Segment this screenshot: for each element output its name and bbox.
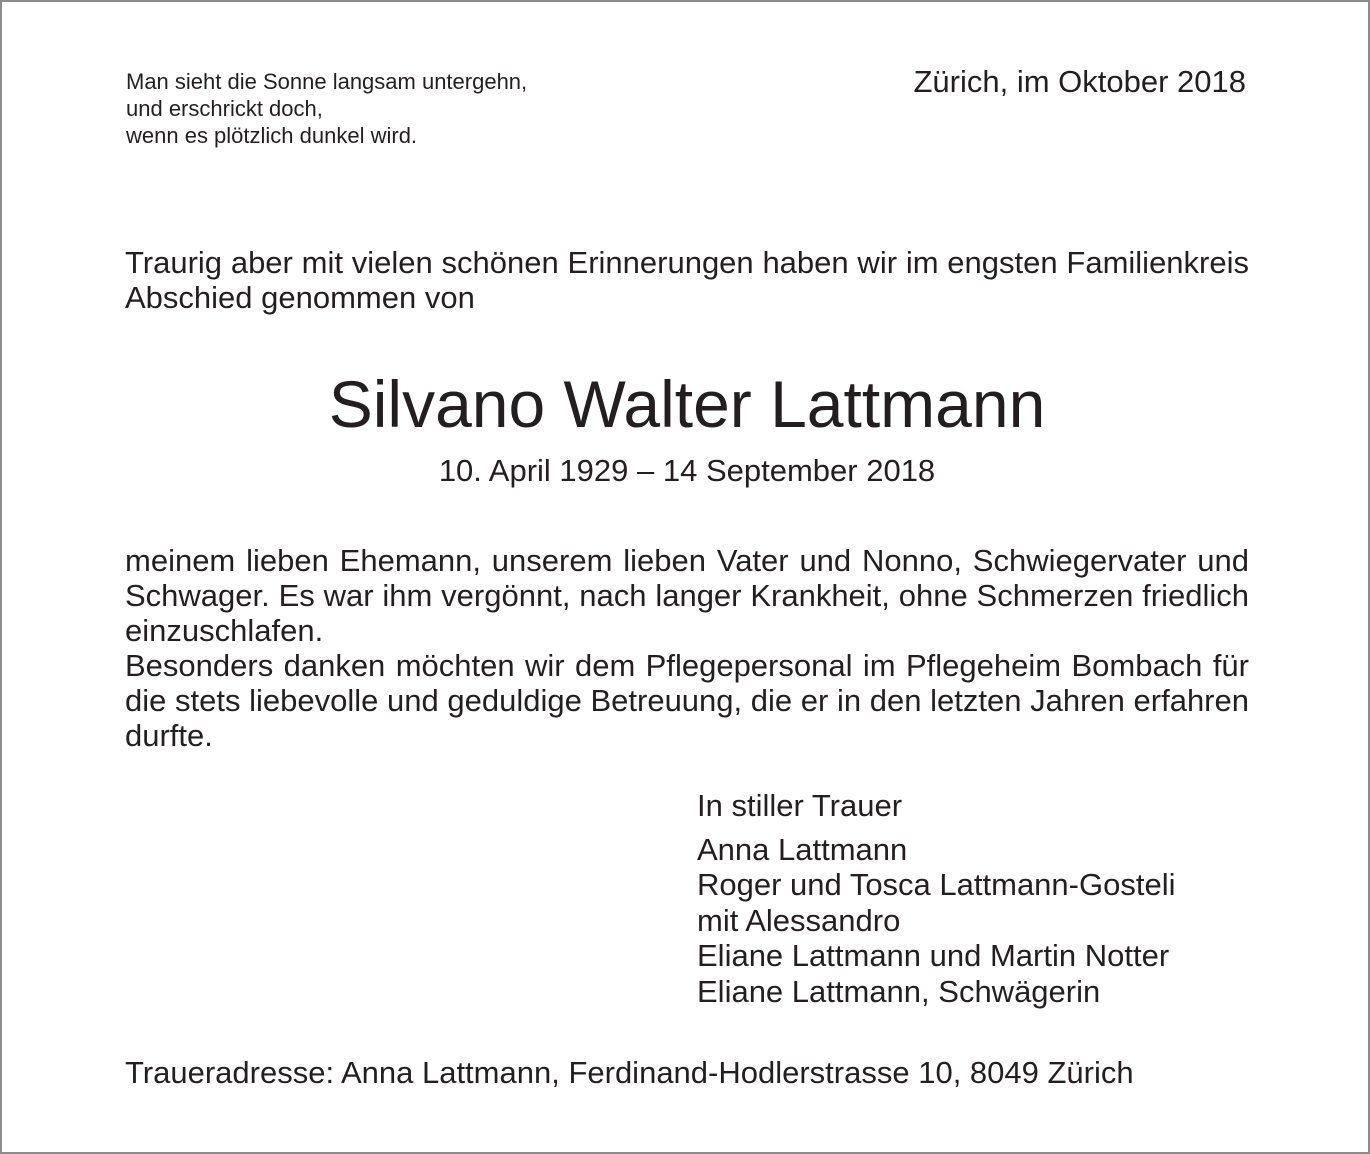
mourning-address: Traueradresse: Anna Lattmann, Ferdinand-Hodlerstrasse 10, 8049 Zürich xyxy=(125,1055,1134,1090)
poem-line: Man sieht die Sonne langsam untergehn, xyxy=(126,69,528,94)
intro-text: Traurig aber mit vielen schönen Erinnerungen haben wir im engsten Familienkreis Abschied genommen von xyxy=(125,245,1249,315)
body-paragraph: meinem lieben Ehemann, unserem lieben Vater und Nonno, Schwiegervater und Schwager. Es war ihm vergönnt, nach langer Krankheit, ohne Schmerzen friedlich einzuschlafen. xyxy=(125,543,1249,648)
mourners-heading: In stiller Trauer xyxy=(697,788,903,823)
mourner-name: mit Alessandro xyxy=(697,902,901,938)
body-paragraph: Besonders danken möchten wir dem Pflegepersonal im Pflegeheim Bombach für die stets liebevolle und geduldige Betreuung, die er in den letzten Jahren erfahren durfte. xyxy=(125,648,1249,753)
life-dates: 10. April 1929 – 14 September 2018 xyxy=(438,453,936,488)
place-date: Zürich, im Oktober 2018 xyxy=(913,64,1246,99)
deceased-name: Silvano Walter Lattmann xyxy=(328,367,1046,441)
memorial-poem xyxy=(126,68,686,149)
mourner-name: Eliane Lattmann und Martin Notter xyxy=(697,938,1170,973)
mourner-name: Eliane Lattmann, Schwägerin xyxy=(697,973,1101,1009)
body-text xyxy=(125,543,1249,753)
mourners-block xyxy=(697,788,1257,1009)
mourner-name: Anna Lattmann xyxy=(697,831,908,867)
poem-line: und erschrickt doch, xyxy=(126,96,323,121)
mourner-name: Roger und Tosca Lattmann-Gosteli xyxy=(697,867,1176,902)
poem-line: wenn es plötzlich dunkel wird. xyxy=(126,123,418,148)
